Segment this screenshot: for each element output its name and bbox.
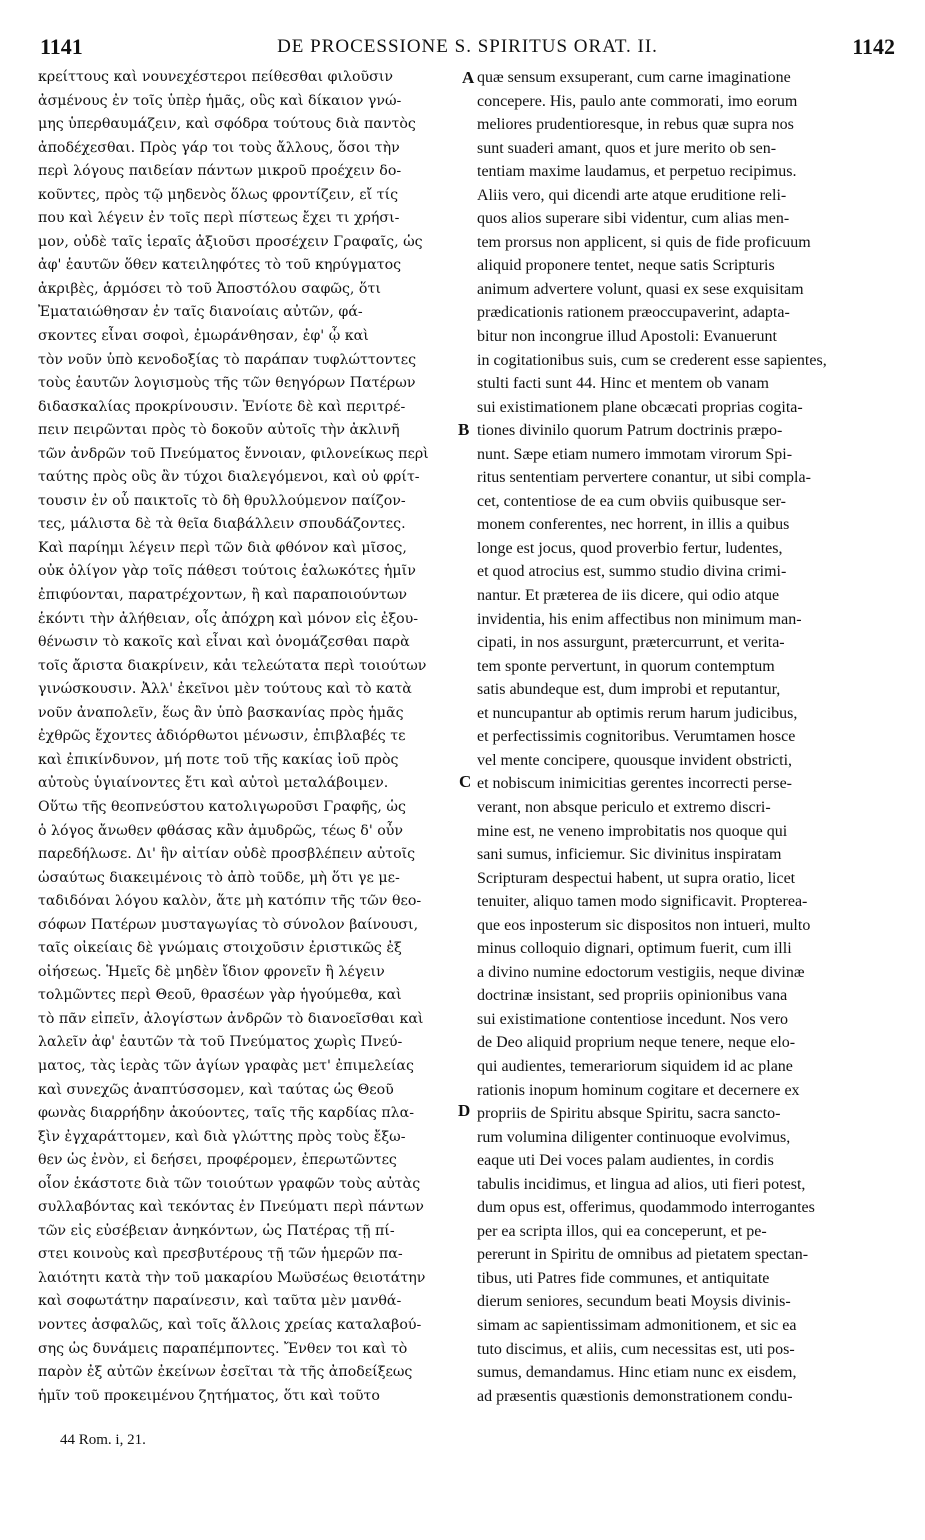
latin-text-line: meliores prudentioresque, in rebus quæ supra nos: [477, 116, 794, 134]
latin-text-line: cet, contentiose de ea cum obviis quibusque ser-: [477, 492, 786, 510]
latin-text-line: pererunt in Spiritu de omnibus ad pietatem spectan-: [477, 1246, 809, 1264]
latin-text-line: tibus, uti Patres fide communes, et antiquitate: [477, 1269, 770, 1287]
latin-text-line: tem prorsus non applicent, si quis de fide proficuum: [477, 233, 811, 251]
greek-text-line: καὶ συνεχῶς ἀναπτύσσομεν, καὶ ταύτας ὡς Θεοῦ: [38, 1081, 394, 1098]
latin-text-line: rum volumina diligenter continuoque evolvimus,: [477, 1128, 791, 1146]
greek-text-line: συλλαβόντας καὶ τεκόντας ἐν Πνεύματι περὶ πάντων: [38, 1199, 424, 1216]
latin-text-line: tem sponte pervertunt, in quorum contemptum: [477, 657, 775, 675]
greek-text-line: τῶν ἀνδρῶν τοῦ Πνεύματος ἔννοιαν, φιλονείκως περὶ: [38, 445, 429, 462]
greek-text-line: ματος, τὰς ἱερὰς τῶν ἁγίων γραφὰς μετ' ἐπιμελείας: [38, 1057, 414, 1074]
latin-text-line: qui audientes, temerariorum siquidem id ac plane: [477, 1057, 793, 1075]
greek-text-line: στει κοινοὺς καὶ πρεσβυτέρους τῇ τῶν ἡμερῶν πα-: [38, 1246, 403, 1263]
greek-text-line: ταύτης πρὸς οὓς ἂν τύχοι διαλεγόμενοι, καὶ οὐ φρίτ-: [38, 469, 420, 486]
greek-text-line: παρὸν ἐξ αὐτῶν ἐκείνων ἐσεῖται τὰ τῆς ἀποδείξεως: [38, 1364, 413, 1381]
greek-text-line: τῶν εἰς εὐσέβειαν ἀνηκόντων, ὡς Πατέρας τῇ πί-: [38, 1222, 395, 1239]
latin-text-line: a divino numine edoctorum vestigiis, neque divinæ: [477, 963, 805, 981]
latin-text-line: animum advertere volunt, quasi ex sese exquisitam: [477, 280, 804, 298]
running-title: DE PROCESSIONE S. SPIRITUS ORAT. II.: [277, 36, 658, 57]
greek-text-line: ἑκόντι τὴν ἀλήθειαν, οἷς ἀπόχρη καὶ μόνον εἰς ἐξου-: [38, 610, 419, 627]
latin-text-line: aliquid proponere tentet, neque satis Scripturis: [477, 257, 775, 275]
latin-text-line: invidentia, his enim affectibus non minimum man-: [477, 610, 802, 628]
latin-text-line: stulti facti sunt 44. Hinc et mentem ob vanam: [477, 375, 769, 393]
latin-text-line: mine est, ne veneno improbitatis nos quoque qui: [477, 822, 788, 840]
latin-text-line: longe est jocus, quod proverbio fertur, ludentes,: [477, 539, 783, 557]
greek-text-line: ἀποδέχεσθαι. Πρὸς γάρ τοι τοὺς ἄλλους, ὅσοι τὴν: [38, 139, 400, 156]
page-number-left: 1141: [40, 34, 83, 59]
greek-text-line: ταῖς οἰκείαις δὲ γνώμαις στοιχοῦσιν ἐριστικῶς ἐξ: [38, 940, 402, 957]
latin-text-line: quæ sensum exsuperant, cum carne imaginatione: [477, 69, 791, 86]
greek-column: [38, 66, 460, 1408]
section-marker-b: B: [458, 420, 470, 439]
latin-text-line: sunt suaderi amant, quos et jure merito ob sen-: [477, 139, 777, 157]
latin-text-line: tiones divinilo quorum Patrum doctrinis præpo-: [477, 422, 783, 440]
latin-text-line: propriis de Spiritu absque Spiritu, sacra sancto-: [477, 1105, 781, 1123]
latin-column: [477, 66, 895, 1408]
section-marker-c: C: [459, 772, 472, 791]
latin-text-line: sui existimatione contentiose incedunt. Nos vero: [477, 1010, 789, 1028]
latin-text-line: tenuiter, aliquo tamen modo significavit. Propterea-: [477, 893, 808, 911]
greek-text-line: τὸ πᾶν εἰπεῖν, ἀλογίστων ἀνδρῶν τὸ διανοεῖσθαι καὶ: [38, 1010, 424, 1027]
greek-text-line: ἀσμένους ἐν τοῖς ὑπὲρ ἡμᾶς, οὓς καὶ δίκαιον γνώ-: [38, 92, 402, 109]
greek-text-line: Οὕτω τῆς θεοπνεύστου κατολιγωροῦσι Γραφῆς, ὡς: [38, 798, 406, 815]
latin-text-line: bitur non incongrue illud Apostoli: Evanuerunt: [477, 328, 777, 346]
latin-text-line: Aliis vero, qui dicendi arte atque eruditione reli-: [477, 186, 787, 204]
greek-text-line: Ἐματαιώθησαν ἐν ταῖς διανοίαις αὐτῶν, φά-: [38, 304, 363, 321]
latin-text-line: rationis inopum hominum cogitare et decernere ex: [477, 1081, 800, 1099]
greek-text-line: τὸν νοῦν ὑπὸ κενοδοξίας τὸ παράπαν τυφλώττοντες: [38, 351, 417, 368]
latin-text-line: ad præsentis quæstionis demonstrationem condu-: [477, 1387, 793, 1405]
greek-text-line: λαλεῖν ἀφ' ἑαυτῶν τὰ τοῦ Πνεύματος χωρὶς Πνεύ-: [38, 1034, 403, 1051]
greek-text-line: οὐκ ὀλίγον γὰρ τοῖς πάθεσι τούτοις ἑαλωκότες ἡμῖν: [38, 563, 416, 580]
greek-text-line: διδασκαλίας προκρίνουσιν. Ἐνίοτε δὲ καὶ περιτρέ-: [38, 398, 406, 415]
latin-text-line: vel mente concipere, quousque invident obstricti,: [477, 751, 793, 769]
greek-text-line: σόφων Πατέρων μυσταγωγίας τὸ σύνολον βαίνουσι,: [38, 916, 419, 933]
greek-text-line: ἐπιφύονται, παρατρέχοντων, ἢ καὶ παραποιούντων: [38, 587, 408, 604]
greek-text-line: κρείττους καὶ νουνεχέστεροι πείθεσθαι φιλοῦσιν: [38, 69, 394, 85]
greek-text-line: καὶ ἐπικίνδυνον, μή ποτε τοῦ τῆς κακίας ἰοῦ πρὸς: [38, 751, 399, 768]
latin-text-line: monem conferentes, nec horrent, in illis a quibus: [477, 516, 790, 534]
greek-text-line: νοντες ἀσφαλῶς, καὶ τοῖς ἄλλοις χρείας καταλαβού-: [38, 1316, 422, 1333]
greek-text-line: ἀφ' ἑαυτῶν ὅθεν κατειληφότες τὸ τοῦ κηρύγματος: [38, 257, 402, 274]
greek-text-line: τες, μάλιστα δὲ τὰ θεῖα διαβάλλειν σπουδάζοντες.: [38, 516, 406, 533]
greek-text-line: μον, οὐδὲ ταῖς ἱεραῖς ἀξιοῦσι προσέχειν Γραφαῖς, ὡς: [38, 233, 423, 250]
latin-text-line: verant, non absque periculo et extremo discri-: [477, 798, 771, 816]
latin-text-line: tentiam maxime laudamus, et perpetuo recipimus.: [477, 163, 797, 181]
latin-text-line: minus colloquio dignari, optimum fuerit, cum illi: [477, 940, 792, 958]
latin-text-line: et nuncupantur ab optimis rerum harum judicibus,: [477, 704, 798, 722]
latin-text-line: nantur. Et præterea de iis dicere, qui odio atque: [477, 587, 780, 605]
greek-text-line: μης ὑπερθαυμάζειν, καὶ σφόδρα τούτους διὰ παντὸς: [38, 116, 416, 133]
greek-text-line: κοῦντες, πρὸς τῷ μηδενὸς ὅλως φροντίζειν, εἴ τίς: [38, 186, 399, 203]
latin-text-line: in cogitationibus suis, cum se crederent esse sapientes,: [477, 351, 827, 369]
latin-text-line: cipati, in nos assurgunt, prætercurrunt, et verita-: [477, 634, 785, 652]
greek-text-line: πειν πειρῶνται πρὸς τὸ δοκοῦν αὐτοῖς τὴν ἀκλινῆ: [38, 422, 400, 439]
greek-text-line: Καὶ παρίημι λέγειν περὶ τῶν διὰ φθόνον καὶ μῖσος,: [38, 539, 407, 556]
greek-text-line: θένωσιν τὸ κακοῖς καὶ εἶναι καὶ ὀνομάζεσθαι παρὰ: [38, 634, 410, 651]
latin-text-line: prædicationis rationem præoccupaverint, adapta-: [477, 304, 790, 322]
latin-text-line: sumus, demandamus. Hinc etiam nunc ex eisdem,: [477, 1364, 797, 1382]
greek-text-line: θεν ὡς ἐνὸν, εἰ δεήσει, προφέρομεν, ἐπερωτῶντες: [38, 1152, 397, 1169]
greek-text-line: οἰήσεως. Ἡμεῖς δὲ μηδὲν ἴδιον φρονεῖν ἢ λέγειν: [38, 963, 385, 980]
greek-text-line: οἷον ἑκάστοτε διὰ τῶν τοιούτων γραφῶν τοὺς αὐτὰς: [38, 1175, 421, 1192]
latin-text-line: tabulis incidimus, et lingua ad alios, uti fieri potest,: [477, 1175, 806, 1193]
page-number-right: 1142: [852, 34, 895, 59]
latin-text-line: sani sumus, inficiemur. Sic divinitus inspiratam: [477, 846, 782, 864]
greek-text-line: τοῖς ἄριστα διακρίνειν, κἀι τελεώτατα περὶ τοιούτων: [38, 657, 427, 674]
greek-text-line: παρεδήλωσε. Δι' ἣν αἰτίαν οὐδὲ προσβλέπειν αὐτοῖς: [38, 846, 416, 863]
latin-text-line: concepere. His, paulo ante commorati, imo eorum: [477, 92, 798, 110]
greek-text-line: τολμῶντες περὶ Θεοῦ, θρασέων γὰρ ἡγούμεθα, καὶ: [38, 987, 402, 1004]
greek-text-line: περὶ λόγους παιδείαν πάντων μικροῦ προέχειν δο-: [38, 163, 402, 180]
greek-text-line: ταδιδόναι λόγου καλὸν, ἅτε μὴ κατόπιν τῆς τῶν θεο-: [38, 893, 422, 910]
latin-text-line: eaque uti Dei voces palam audientes, in cordis: [477, 1152, 774, 1170]
section-marker-d: D: [458, 1101, 471, 1120]
latin-text-line: et nobiscum inimicitias gerentes incorrecti perse-: [477, 775, 792, 793]
greek-text-line: ξὶν ἐγχαράττομεν, καὶ διὰ γλώττης πρὸς τοὺς ἔξω-: [38, 1128, 406, 1145]
latin-text-line: de Deo aliquid proprium neque tenere, neque elo-: [477, 1034, 796, 1052]
latin-text-line: simam ac sapientissimam admonitionem, et sic ea: [477, 1316, 797, 1334]
page-header: [40, 34, 895, 60]
greek-text-line: που καὶ λέγειν ἐν τοῖς περὶ πίστεως ἔχει τι χρήσι-: [38, 210, 400, 227]
section-marker-a: A: [462, 68, 475, 87]
latin-text-line: sui existimationem plane obcæcati proprias cogita-: [477, 398, 803, 416]
latin-text-line: Scripturam despectui habent, ut supra oratio, licet: [477, 869, 796, 887]
greek-text-line: τουσιν ἐν οὗ παικτοῖς τὸ δὴ θρυλλούμενον παίζον-: [38, 492, 406, 509]
greek-text-line: αὐτοὺς ὑγιαίνοντες ἔτι καὶ αὐτοὶ μεταλάβοιμεν.: [38, 775, 389, 792]
greek-text-line: σης ὡς δυνάμεις παραπέμποντες. Ἔνθεν τοι καὶ τὸ: [38, 1340, 408, 1357]
latin-text-line: quos alios superare sibi videntur, cum alias men-: [477, 210, 790, 228]
latin-text-line: per ea scripta illos, qui ea conceperunt, et pe-: [477, 1222, 767, 1240]
latin-text-line: dum opus est, offerimus, quodammodo interrogantes: [477, 1199, 815, 1217]
greek-text-line: σκοντες εἶναι σοφοὶ, ἐμωράνθησαν, ἐφ' ᾧ καὶ: [38, 328, 369, 345]
latin-text-line: et quod atrocius est, summo studio divina crimi-: [477, 563, 787, 581]
latin-text-line: satis abundeque est, dum improbi et reputantur,: [477, 681, 781, 699]
latin-text-line: doctrinæ insistant, sed propriis opinionibus vana: [477, 987, 788, 1005]
latin-text-line: que eos inposterum sic dispositos non intueri, multo: [477, 916, 811, 934]
greek-text-line: γινώσκουσιν. Ἀλλ' ἐκεῖνοι μὲν τούτους καὶ τὸ κατὰ: [38, 681, 412, 698]
latin-text-line: nunt. Sæpe etiam numero immotam virorum Spi-: [477, 445, 793, 463]
latin-text-line: ritus sententiam pervertere conantur, ut sibi compla-: [477, 469, 811, 487]
greek-text-line: νοῦν ἀναπολεῖν, ἕως ἂν ὑπὸ βασκανίας πρὸς ἡμᾶς: [38, 704, 404, 721]
greek-text-line: καὶ σοφωτάτην παραίνεσιν, καὶ ταῦτα μὲν μανθά-: [38, 1293, 402, 1310]
greek-text-line: ὡσαύτως διακειμένοις τὸ ἀπὸ τοῦδε, μὴ ὅτι γε με-: [38, 869, 400, 886]
latin-text-line: et perfectissimis cognitoribus. Verumtamen hosce: [477, 728, 796, 746]
greek-text-line: ἀκριβὲς, ἁρμόσει τὸ τοῦ Ἀποστόλου σαφῶς, ὅτι: [38, 280, 381, 297]
greek-text-line: τοὺς ἑαυτῶν λογισμοὺς τῆς τῶν θεηγόρων Πατέρων: [38, 375, 416, 392]
greek-text-line: φωνὰς διαρρήδην ἀκούοντες, ταῖς τῆς καρδίας πλα-: [38, 1105, 415, 1122]
greek-text-line: λαιότητι κατὰ τὴν τοῦ μακαρίου Μωϋσέως θειοτάτην: [38, 1269, 426, 1286]
greek-text-line: ὁ λόγος ἄνωθεν φθάσας κἂν ἀμυδρῶς, τέως δ' οὖν: [38, 822, 404, 839]
footnote: 44 Rom. i, 21.: [60, 1432, 146, 1448]
latin-text-line: tuto discimus, et aliis, cum necessitas est, uti pos-: [477, 1340, 795, 1358]
greek-text-line: ἐχθρῶς ἔχοντες ἀδιόρθωτοι μένωσιν, ἐπιβλαβές τε: [38, 728, 406, 745]
latin-text-line: dierum seniores, secundum beati Moysis divinis-: [477, 1293, 791, 1311]
greek-text-line: ἡμῖν τοῦ προκειμένου ζητήματος, ὅτι καὶ τοῦτο: [38, 1387, 380, 1404]
